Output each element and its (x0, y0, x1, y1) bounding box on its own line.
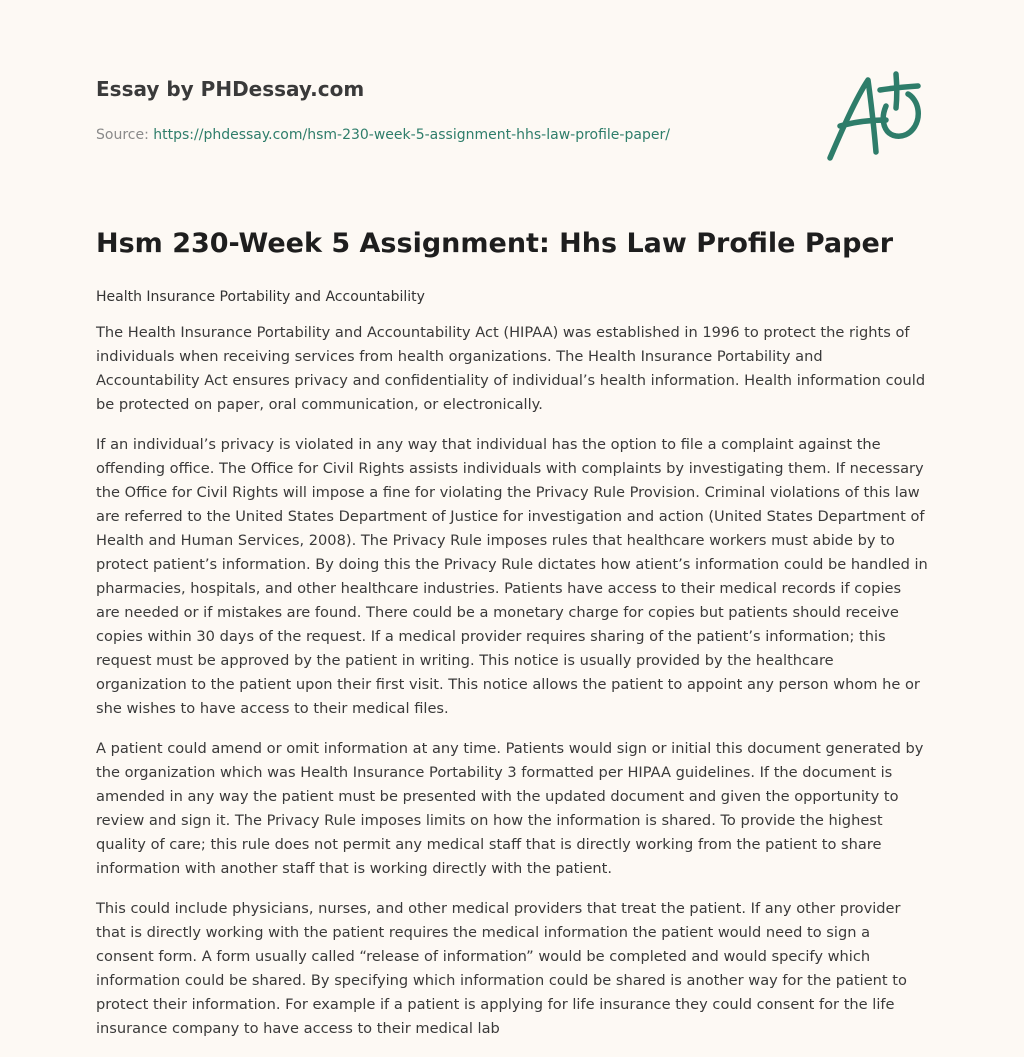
header (96, 74, 796, 145)
essay-paragraph: If an individual’s privacy is violated in any way that individual has the option to file a complaint against the offending office. The Office for Civil Rights assists individuals with complaints by investigating them. If necessary the Office for Civil Rights will impose a fine for violating the Privacy Rule Provision. Criminal violations of this law are referred to the United States Department of Justice for investigation and action (United States Department of Health and Human Services, 2008). The Privacy Rule imposes rules that healthcare workers must abide by to protect patient’s information. By doing this the Privacy Rule dictates how atient’s information could be handled in pharmacies, hospitals, and other healthcare industries. Patients have access to their medical records if copies are needed or if mistakes are found. There could be a monetary charge for copies but patients should receive copies within 30 days of the request. If a medical provider requires sharing of the patient’s information; this request must be approved by the patient in writing. This notice is usually provided by the healthcare organization to the patient upon their first visit. This notice allows the patient to appoint any person whom he or she wishes to have access to their medical files. (96, 436, 928, 717)
source-line (96, 125, 796, 145)
source-label: Source: (96, 127, 154, 143)
essay-title: Hsm 230-Week 5 Assignment: Hhs Law Profile Paper (96, 228, 894, 259)
source-link[interactable]: https://phdessay.com/hsm-230-week-5-assignment-hhs-law-profile-paper/ (153, 127, 670, 143)
essay-paragraph: The Health Insurance Portability and Accountability Act (HIPAA) was established in 1996 to protect the rights of individuals when receiving services from health organizations. The Health Insurance Portability and Accountability Act ensures privacy and confidentiality of individual’s health information. Health information could be protected on paper, oral communication, or electronically. (96, 324, 926, 413)
essay-paragraph: This could include physicians, nurses, and other medical providers that treat the patient. If any other provider that is directly working with the patient requires the medical information the patient would need to sign a consent form. A form usually called “release of information” would be completed and would specify which information could be shared. By specifying which information could be shared is another way for the patient to protect their information. For example if a patient is applying for life insurance they could consent for the life insurance company to have access to their medical lab (96, 900, 907, 1037)
essay-paragraph: A patient could amend or omit information at any time. Patients would sign or initial this document generated by the organization which was Health Insurance Portability 3 formatted per HIPAA guidelines. If the document is amended in any way the patient must be presented with the updated document and given the opportunity to review and sign it. The Privacy Rule imposes limits on how the information is shared. To provide the highest quality of care; this rule does not permit any medical staff that is directly working from the patient to share information with another staff that is working directly with the patient. (96, 740, 924, 877)
site-title: Essay by PHDessay.com (96, 77, 365, 101)
a-plus-grade-logo-icon (822, 68, 926, 164)
essay-subtitle: Health Insurance Portability and Accountability (96, 289, 425, 305)
essay (96, 224, 928, 1041)
